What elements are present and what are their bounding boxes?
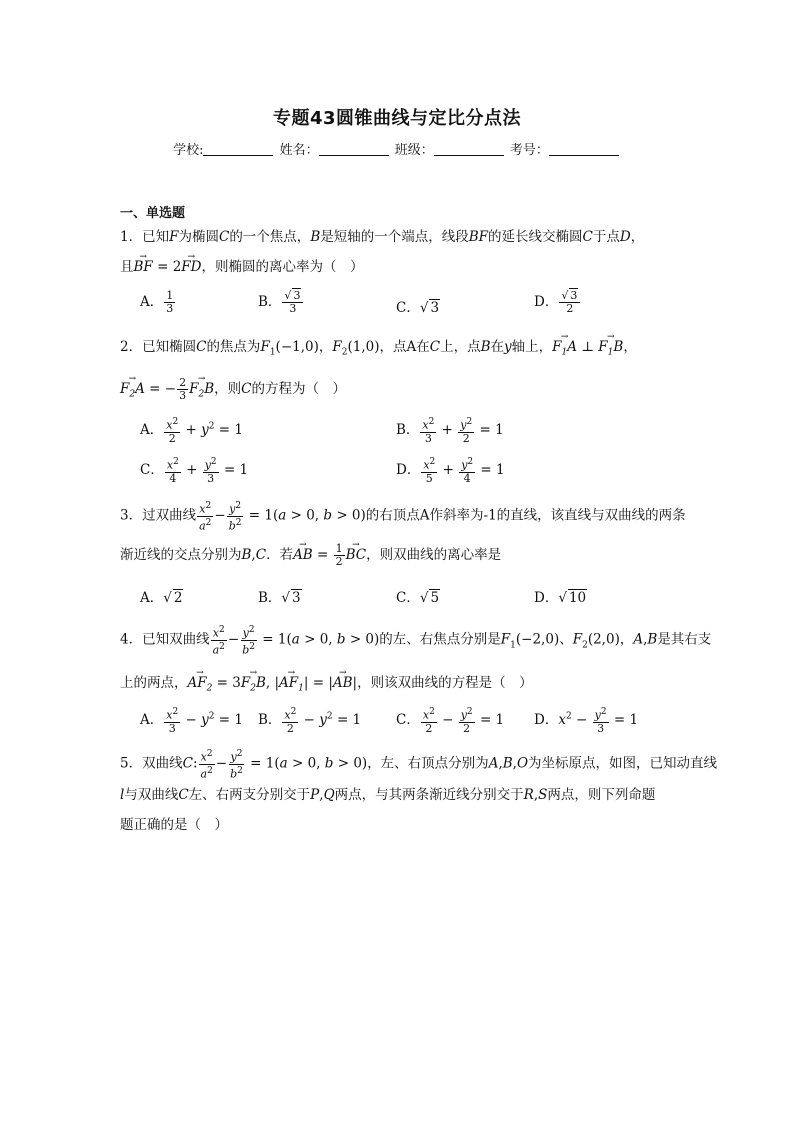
exam-number-blank[interactable] xyxy=(549,143,619,156)
name-label: 姓名： xyxy=(279,143,319,158)
section-heading: 一、单选题 xyxy=(120,206,186,221)
option-d[interactable]: D． $\frac{x^2}{5}$ + $\frac{y^2}{4}$ = 1 xyxy=(396,457,505,485)
option-c[interactable]: C．√ 5 xyxy=(396,590,440,606)
question-1: 1．已知F为椭圆C的一个焦点，B是短轴的一个端点，线段BF的延长线交椭圆C于点D， 且→ BF = 2→ FD，则椭圆的离心率为（ ） xyxy=(120,222,680,282)
page-title: 专题43圆锥曲线与定比分点法 xyxy=(272,108,522,129)
question-number: 5． xyxy=(120,755,143,772)
question-number: 3． xyxy=(120,507,143,524)
question-2: 2．已知椭圆C的焦点为$F_1(-1,0)$，$F_2(1,0)$，点A在C上，点B在y轴上，→ $F_1A$ ⊥ → $F_1B$， → $F_2A$ = − $\frac{2}{3}$ → $F_2B$，则C的方程为（ ） xyxy=(120,332,680,409)
option-a[interactable]: A．√ 2 xyxy=(140,590,183,606)
option-d[interactable]: D．√ 10 xyxy=(534,590,587,606)
question-1-options xyxy=(140,290,660,320)
option-b[interactable]: B． $\frac{x^2}{2}$ − $y^2 = 1$ xyxy=(258,707,362,735)
school-blank[interactable] xyxy=(203,143,273,156)
option-d[interactable]: D． $\frac{√ 3}{2}$ xyxy=(534,290,581,315)
question-number: 1． xyxy=(120,229,143,245)
question-4: 4．已知双曲线 $\frac{x^2}{a^2}$ − $\frac{y^2}{b^2}$ = 1(a > 0, b > 0)的左、右焦点分别是$F_1(-2,0)$、$F_2(2,0)$，A,B是其右支 上的两点，→ $AF_2 = 3\to F_2B$, |→ $AF_1|$ = |→ AB|，则该双曲线的方程是（ ） xyxy=(120,624,680,704)
class-label: 班级： xyxy=(394,143,434,158)
name-blank[interactable] xyxy=(319,143,389,156)
question-3: 3．过双曲线 $\frac{x^2}{a^2}$ − $\frac{y^2}{b^2}$ = 1(a > 0, b > 0)的右顶点A作斜率为-1的直线，该直线与双曲线的两条 渐近线的交点分别为B,C．若→ AB = $\frac{1}{2}$ → BC，则双曲线的离心率是 xyxy=(120,500,680,570)
option-b[interactable]: B． $\frac{x^2}{3}$ + $\frac{y^2}{2}$ = 1 xyxy=(396,417,504,445)
option-d[interactable]: D．$x^2$ − $\frac{y^2}{3}$ = 1 xyxy=(534,707,639,735)
question-5: 5．双曲线C: $\frac{x^2}{a^2}$ − $\frac{y^2}{b^2}$ = 1(a > 0, b > 0)，左、右顶点分别为A,B,O为坐标原点，如图，已知动直线 l与双曲线C左、右两支分别交于P,Q两点，与其两条渐近线分别交于R,S两点，则下列命题 题正确的是（ ） xyxy=(120,749,718,834)
question-number: 2． xyxy=(120,339,143,355)
class-blank[interactable] xyxy=(434,143,504,156)
question-number: 4． xyxy=(120,631,143,648)
option-a[interactable]: A． $\frac{1}{3}$ xyxy=(140,289,174,315)
option-c[interactable]: C． $\frac{x^2}{4}$ + $\frac{y^2}{3}$ = 1 xyxy=(140,457,249,485)
option-b[interactable]: B．√ 3 xyxy=(258,590,301,606)
school-label: 学校: xyxy=(173,143,204,158)
option-b[interactable]: B． $\frac{√ 3}{3}$ xyxy=(258,290,304,315)
option-c[interactable]: C． $\frac{x^2}{2}$ − $\frac{y^2}{2}$ = 1 xyxy=(396,707,505,735)
option-c[interactable]: C．√ 3 xyxy=(396,300,440,316)
exam-number-label: 考号： xyxy=(509,143,549,158)
option-a[interactable]: A． $\frac{x^2}{3}$ − $y^2 = 1$ xyxy=(140,707,243,735)
question-4-options xyxy=(140,706,660,736)
student-info-line xyxy=(0,139,794,158)
option-a[interactable]: A． $\frac{x^2}{2}$ + $y^2 = 1$ xyxy=(140,417,243,445)
question-3-options xyxy=(140,586,660,610)
question-2-options xyxy=(140,416,660,486)
